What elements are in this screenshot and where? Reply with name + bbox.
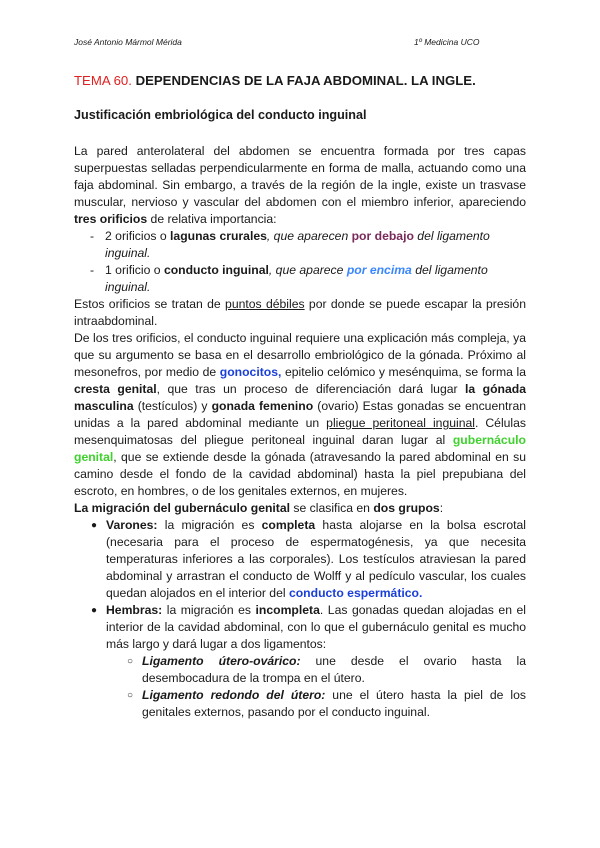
item-bold: conducto inguinal: [163, 263, 269, 277]
ligaments-list: [106, 653, 526, 721]
migration-text-2: :: [439, 501, 444, 515]
gubernaculo-highlight: gubernáculo genital: [74, 433, 526, 464]
group-highlight: conducto espermático.: [288, 586, 423, 600]
embryo-text: (testículos) y: [133, 399, 212, 413]
ligament-text: une desde el ovario hasta la desembocadura de la trompa en el útero.: [142, 654, 526, 685]
item-italic-end: del ligamento inguinal.: [105, 263, 488, 294]
group-text-2: . Las gonadas quedan alojadas en el interior de la cavidad abdominal, con lo que el gubernáculo genital es mucho más largo y dará lugar a dos ligamentos:: [106, 603, 526, 651]
group-text: la migración es: [162, 603, 256, 617]
embryo-text: (ovario) Estas gonadas se encuentran unidas a la pared abdominal mediante un: [74, 399, 526, 430]
embryo-bold: cresta genital: [74, 382, 157, 396]
list-item: [91, 602, 526, 721]
weak-text-2: por donde se puede escapar la presión intraabdominal.: [74, 297, 526, 328]
embryology-paragraph: [74, 330, 526, 500]
item-italic: , que aparece: [268, 263, 347, 277]
intro-bold: tres orificios: [74, 212, 148, 226]
ligament-text: une el útero hasta la piel de los genitales externos, pasando por el conducto inguinal.: [142, 688, 526, 719]
embryo-text: , que se extiende desde la gónada (atravesando la pared abdominal en su camino desde el fondo de la cavidad abdominal) hasta la piel prepubiana del escroto, en hombres, o de los genitales externos, en mujeres.: [74, 450, 526, 498]
list-item: [127, 653, 526, 687]
item-highlight: por debajo: [351, 229, 414, 243]
list-item: [92, 262, 526, 296]
bullet-icon: ●: [91, 605, 98, 616]
migration-text: se clasifica en: [290, 501, 374, 515]
embryo-text: , que tras un proceso de diferenciación dará lugar: [156, 382, 466, 396]
page-header: [74, 37, 526, 51]
circle-bullet-icon: ○: [127, 656, 134, 667]
header-course: 1º Medicina UCO: [414, 37, 480, 47]
embryo-bold: la gónada masculina: [74, 382, 526, 413]
item-italic: , que aparecen: [266, 229, 352, 243]
ligament-name: Ligamento redondo del útero:: [142, 688, 326, 702]
group-bold: completa: [261, 518, 316, 532]
item-text: 1 orificio o: [105, 263, 164, 277]
title-text: DEPENDENCIAS DE LA FAJA ABDOMINAL. LA INGLE.: [131, 73, 476, 88]
group-text: la migración es: [157, 518, 262, 532]
item-text: 2 orificios o: [105, 229, 171, 243]
bullet-icon: ●: [91, 520, 98, 531]
embryo-bold: gonada femenino: [211, 399, 314, 413]
migration-bold: La migración del gubernáculo genital: [74, 501, 291, 515]
gonocitos-highlight: gonocitos,: [219, 365, 282, 379]
group-label: Varones:: [106, 518, 158, 532]
circle-bullet-icon: ○: [127, 690, 134, 701]
migration-paragraph: [74, 500, 526, 517]
page-title: [74, 72, 526, 89]
document-body: [74, 72, 526, 721]
title-number: TEMA 60.: [74, 73, 132, 88]
group-bold: incompleta: [255, 603, 320, 617]
item-bold: lagunas crurales: [170, 229, 267, 243]
weak-underline: puntos débiles: [225, 297, 305, 311]
intro-text-2: de relativa importancia:: [147, 212, 277, 226]
list-item: [91, 517, 526, 602]
groups-list: [74, 517, 526, 721]
header-author: José Antonio Mármol Mérida: [74, 37, 182, 47]
migration-bold-2: dos grupos: [373, 501, 440, 515]
intro-paragraph: [74, 143, 526, 228]
list-item: [92, 228, 526, 262]
orifice-list: [74, 228, 526, 296]
item-italic-end: del ligamento inguinal.: [105, 229, 490, 260]
intro-text-1: La pared anterolateral del abdomen se encuentra formada por tres capas superpuestas selladas perpendicularmente en forma de malla, actuando como una faja abdominal. Sin embargo, a través de la región de la ingle, existe un trasvase muscular, nervioso y vascular del abdomen con el miembro inferior, apareciendo: [74, 144, 526, 209]
group-label: Hembras:: [106, 603, 163, 617]
group-text-2: hasta alojarse en la bolsa escrotal (necesaria para el proceso de espermatogénesis, ya que necesita temperaturas inferiores a las corporales). Los testículos atraviesan la pared abdominal y arrastran el conducto de Wolff y al pedículo vascular, los cuales quedan alojados en el interior del: [106, 518, 526, 600]
embryo-text: epitelio celómico y mesénquima, se forma la: [281, 365, 526, 379]
embryo-underline: pliegue peritoneal inguinal: [326, 416, 475, 430]
embryo-text: De los tres orificios, el conducto inguinal requiere una explicación más compleja, ya que su argumento se basa en el desarrollo embriológico de la gónada. Próximo al mesonefros, por medio de: [74, 331, 526, 379]
item-highlight: por encima: [346, 263, 412, 277]
ligament-name: Ligamento útero-ovárico:: [142, 654, 301, 668]
list-item: [127, 687, 526, 721]
section-heading: Justificación embriológica del conducto inguinal: [74, 108, 367, 122]
weak-text-1: Estos orificios se tratan de: [74, 297, 226, 311]
weak-points-paragraph: [74, 296, 526, 330]
embryo-text: . Células mesenquimatosas del pliegue peritoneal inguinal daran lugar al: [74, 416, 527, 447]
